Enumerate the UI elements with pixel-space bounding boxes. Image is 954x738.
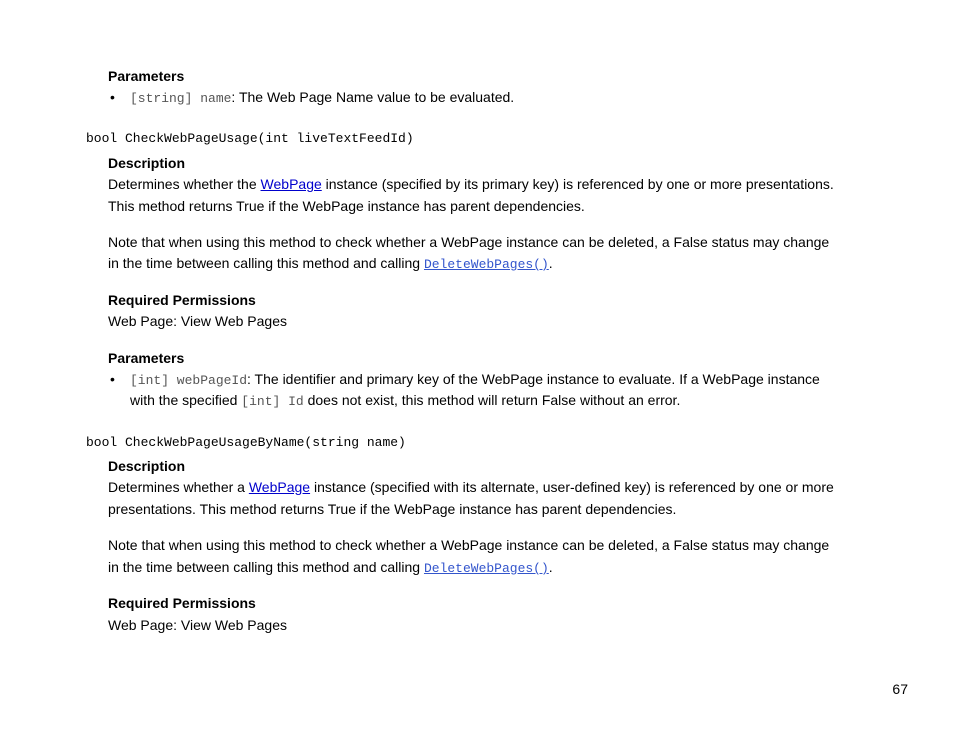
method-signature: bool CheckWebPageUsageByName(string name) bbox=[86, 435, 406, 450]
parameter-text: : The Web Page Name value to be evaluated. bbox=[231, 89, 515, 105]
text: . bbox=[548, 559, 553, 575]
delete-webpages-link[interactable]: DeleteWebPages() bbox=[423, 561, 549, 576]
text: in the time between calling this method and calling bbox=[108, 559, 424, 575]
parameters-heading: Parameters bbox=[108, 350, 185, 366]
description-heading: Description bbox=[108, 458, 186, 474]
parameter-text: : The identifier and primary key of the WebPage instance to evaluate. If a WebPage instance bbox=[247, 371, 820, 387]
delete-webpages-link[interactable]: DeleteWebPages() bbox=[423, 257, 549, 272]
text: . bbox=[548, 255, 553, 271]
parameter-item bbox=[130, 369, 820, 391]
webpage-link[interactable]: WebPage bbox=[248, 479, 311, 495]
parameter-code: [int] webPageId bbox=[130, 373, 248, 388]
note-line bbox=[108, 557, 553, 579]
parameter-code: [string] name bbox=[130, 91, 232, 106]
text: Determines whether the bbox=[108, 176, 261, 192]
description-line bbox=[108, 174, 834, 194]
permissions-heading: Required Permissions bbox=[108, 595, 256, 611]
parameter-item-continued bbox=[130, 390, 680, 412]
text: with the specified bbox=[130, 392, 242, 408]
bullet: • bbox=[110, 371, 115, 387]
permissions-text: Web Page: View Web Pages bbox=[108, 617, 287, 633]
text: instance (specified with its alternate, user-defined key) is referenced by one or more bbox=[310, 479, 834, 495]
text: instance (specified by its primary key) is referenced by one or more presentations. bbox=[321, 176, 834, 192]
parameter-code: [int] Id bbox=[241, 394, 304, 409]
webpage-link[interactable]: WebPage bbox=[260, 176, 322, 192]
text: does not exist, this method will return False without an error. bbox=[303, 392, 681, 408]
text: Determines whether a bbox=[108, 479, 249, 495]
description-line bbox=[108, 477, 834, 497]
parameter-item bbox=[130, 87, 514, 109]
page-number: 67 bbox=[892, 681, 908, 697]
permissions-text: Web Page: View Web Pages bbox=[108, 313, 287, 329]
note-line: Note that when using this method to check whether a WebPage instance can be deleted, a False status may change bbox=[108, 234, 830, 250]
method-signature: bool CheckWebPageUsage(int liveTextFeedId) bbox=[86, 131, 414, 146]
text: in the time between calling this method and calling bbox=[108, 255, 424, 271]
permissions-heading: Required Permissions bbox=[108, 292, 256, 308]
description-line: presentations. This method returns True if the WebPage instance has parent dependencies. bbox=[108, 501, 677, 517]
description-heading: Description bbox=[108, 155, 186, 171]
parameters-heading: Parameters bbox=[108, 68, 185, 84]
note-line bbox=[108, 253, 553, 275]
bullet: • bbox=[110, 89, 115, 105]
note-line: Note that when using this method to check whether a WebPage instance can be deleted, a False status may change bbox=[108, 537, 830, 553]
description-line: This method returns True if the WebPage instance has parent dependencies. bbox=[108, 198, 585, 214]
